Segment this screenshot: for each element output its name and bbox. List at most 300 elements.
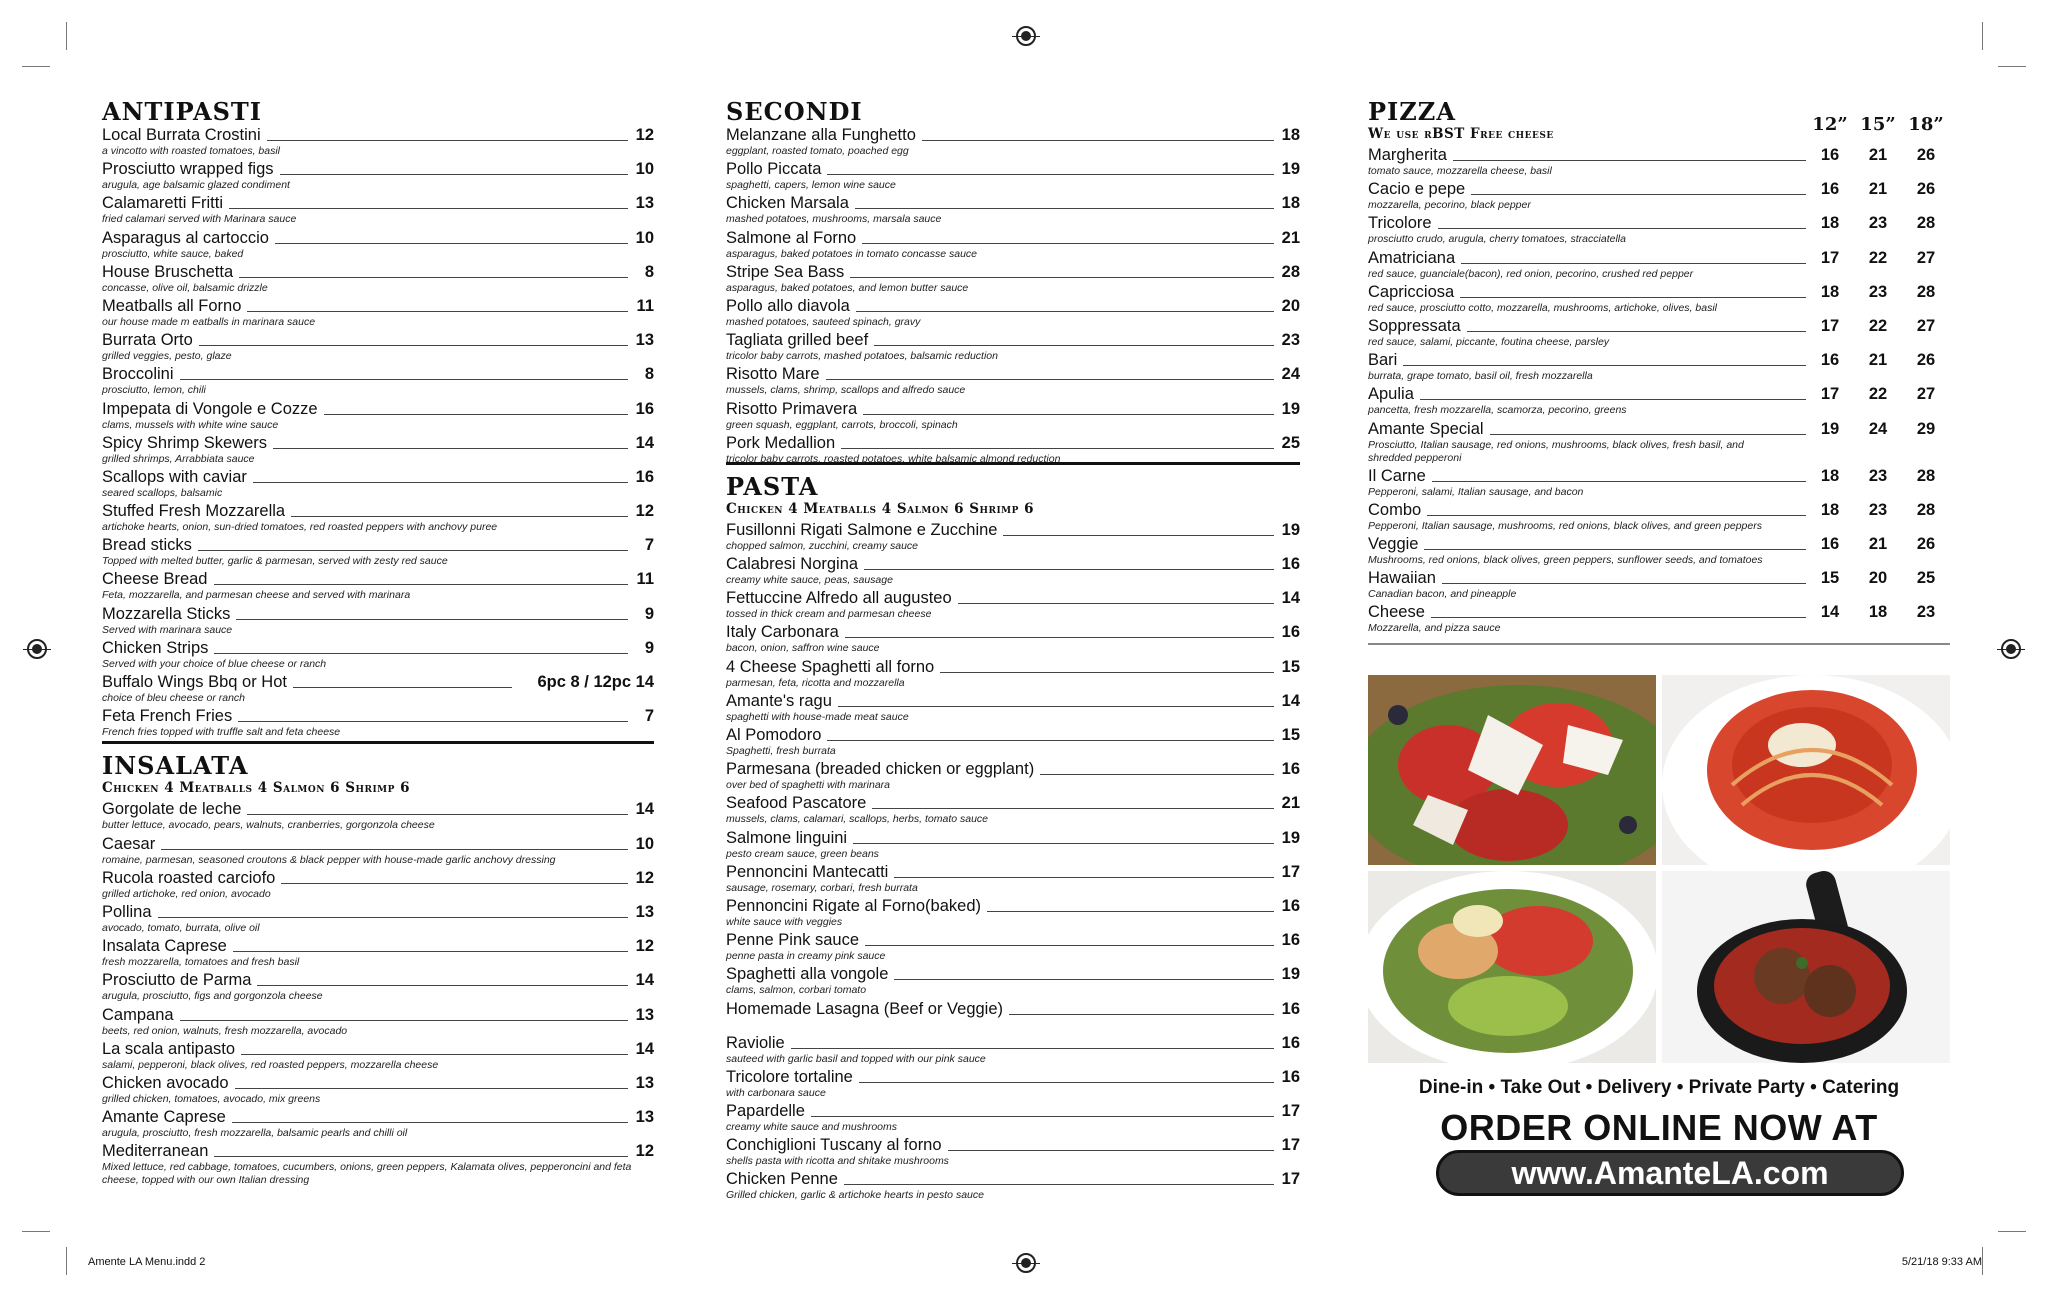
- dotted-leader: [229, 208, 628, 209]
- menu-item-description: white sauce with veggies: [726, 915, 843, 928]
- menu-item-description: romaine, parmesan, seasoned croutons & black pepper with house-made garlic anchovy dressing: [102, 853, 556, 866]
- pizza-item-name: Combo: [1368, 500, 1422, 519]
- menu-item-name: Chicken avocado: [102, 1073, 229, 1092]
- menu-item-description: fresh mozzarella, tomatoes and fresh basil: [102, 956, 300, 969]
- menu-item: [102, 1108, 654, 1142]
- menu-item: [726, 1136, 1300, 1170]
- menu-item-price: 19: [1281, 160, 1300, 179]
- antipasti-list: [102, 126, 654, 741]
- menu-item-price: 21: [1281, 228, 1300, 247]
- pizza-item-prices: [1806, 569, 1950, 588]
- dotted-leader: [850, 277, 1274, 278]
- menu-item-row: [726, 863, 1300, 882]
- menu-item-description: choice of bleu cheese or ranch: [102, 692, 246, 704]
- menu-item-price: 16: [1281, 555, 1300, 574]
- menu-item: [726, 931, 1300, 965]
- menu-item-description: chopped salmon, zucchini, creamy sauce: [726, 539, 919, 552]
- pizza-size-small: 12”: [1812, 114, 1848, 135]
- menu-item: [726, 263, 1300, 297]
- dotted-leader: [826, 379, 1274, 380]
- menu-item-description: prosciutto, white sauce, baked: [102, 247, 244, 260]
- dotted-leader: [958, 603, 1274, 604]
- menu-item-row: [726, 400, 1300, 419]
- pizza-price-15: 20: [1868, 569, 1888, 588]
- dotted-leader: [214, 653, 628, 654]
- dotted-leader: [845, 637, 1274, 638]
- menu-item-price: 19: [1281, 965, 1300, 984]
- dotted-leader: [1040, 774, 1274, 775]
- website-link[interactable]: www.AmanteLA.com: [1436, 1150, 1904, 1196]
- menu-item-name: Insalata Caprese: [102, 937, 227, 956]
- dotted-leader: [811, 1116, 1274, 1117]
- dotted-leader: [841, 448, 1274, 449]
- pizza-item-row: [1368, 535, 1950, 554]
- menu-item-name: Chicken Marsala: [726, 194, 849, 213]
- pizza-price-18: 28: [1916, 214, 1936, 233]
- dotted-leader: [1431, 617, 1806, 618]
- menu-item-row: [726, 726, 1300, 745]
- menu-item-name: Amante's ragu: [726, 691, 832, 710]
- dotted-leader: [257, 985, 628, 986]
- menu-item-price: 12: [635, 937, 654, 956]
- pizza-item-name: Amante Special: [1368, 419, 1484, 438]
- pizza-item-prices: [1806, 214, 1950, 233]
- menu-item-name: Salmone al Forno: [726, 228, 857, 247]
- menu-item-row: [726, 194, 1300, 213]
- menu-item-price: 17: [1281, 1102, 1300, 1121]
- services-tagline: Dine-in • Take Out • Delivery • Private Party • Catering: [1418, 1077, 1900, 1098]
- pizza-item: [1368, 317, 1950, 351]
- dotted-leader: [247, 311, 628, 312]
- menu-item-row: [102, 639, 654, 658]
- pizza-item-name: Capricciosa: [1368, 282, 1455, 301]
- menu-item-name: Calabresi Norgina: [726, 555, 859, 574]
- pizza-item: [1368, 146, 1950, 180]
- menu-item-row: [102, 707, 654, 726]
- menu-item-row: [726, 1000, 1300, 1019]
- menu-item-price: 8: [644, 262, 654, 281]
- menu-item-row: [726, 965, 1300, 984]
- menu-item-price: 12: [635, 1142, 654, 1161]
- menu-item-description: asparagus, baked potatoes, and lemon butter sauce: [726, 281, 969, 294]
- menu-item-description: bacon, onion, saffron wine sauce: [726, 642, 880, 655]
- pizza-price-12: 14: [1820, 603, 1840, 622]
- photo-chopped-salad: [1368, 871, 1656, 1063]
- pizza-item: [1368, 351, 1950, 385]
- menu-item-name: Fettuccine Alfredo all augusteo: [726, 589, 952, 608]
- menu-item: [102, 502, 654, 536]
- dotted-leader: [267, 140, 628, 141]
- footer-file-name: Amente LA Menu.indd 2: [88, 1256, 206, 1268]
- dotted-leader: [948, 1150, 1274, 1151]
- menu-item-price: 7: [644, 707, 654, 726]
- menu-item-name: Pollo allo diavola: [726, 296, 850, 315]
- menu-item-price: 18: [1281, 194, 1300, 213]
- pizza-price-12: 18: [1820, 500, 1840, 519]
- pizza-price-12: 18: [1820, 214, 1840, 233]
- section-divider: [102, 741, 654, 744]
- menu-item-row: [726, 1068, 1300, 1087]
- menu-item-price: 12: [635, 502, 654, 521]
- pizza-price-12: 16: [1820, 180, 1840, 199]
- menu-item-row: [102, 365, 654, 384]
- pizza-price-15: 23: [1868, 282, 1888, 301]
- pizza-price-15: 24: [1868, 419, 1888, 438]
- menu-item-name: Rucola roasted carciofo: [102, 868, 276, 887]
- pizza-item-row: [1368, 467, 1950, 486]
- menu-item-name: Meatballs all Forno: [102, 296, 242, 315]
- menu-item-row: [102, 400, 654, 419]
- dotted-leader: [199, 345, 628, 346]
- dotted-leader: [247, 814, 628, 815]
- pasta-list: [726, 521, 1300, 1205]
- pizza-item-description: red sauce, prosciutto cotto, mozzarella, mushrooms, artichoke, olives, basil: [1368, 301, 1717, 314]
- menu-item: [726, 400, 1300, 434]
- dotted-leader: [273, 448, 628, 449]
- menu-item-description: arugula, age balsamic glazed condiment: [102, 179, 290, 192]
- pizza-item: [1368, 180, 1950, 214]
- menu-item-row: [726, 331, 1300, 350]
- pizza-price-18: 28: [1916, 466, 1936, 485]
- menu-item-row: [102, 194, 654, 213]
- menu-item-price: 16: [1281, 623, 1300, 642]
- menu-item: [726, 521, 1300, 555]
- menu-item-description: clams, salmon, corbari tomato: [726, 984, 867, 997]
- menu-item-name: Prosciutto wrapped figs: [102, 160, 274, 179]
- pizza-item: [1368, 385, 1950, 419]
- menu-item-description: clams, mussels with white wine sauce: [102, 418, 279, 431]
- menu-item-price: 10: [635, 228, 654, 247]
- pizza-price-18: 28: [1916, 500, 1936, 519]
- pizza-item-description: Mozzarella, and pizza sauce: [1368, 622, 1501, 635]
- menu-item-row: [726, 263, 1300, 282]
- menu-item-description: grilled chicken, tomatoes, avocado, mix greens: [102, 1092, 321, 1105]
- menu-item: [102, 297, 654, 331]
- pizza-item-description: Prosciutto, Italian sausage, red onions, mushrooms, black olives, fresh basil, and shredded pepperoni: [1368, 438, 1744, 464]
- menu-item: [726, 1034, 1300, 1068]
- pizza-item-row: [1368, 180, 1950, 199]
- pizza-price-15: 23: [1868, 500, 1888, 519]
- dotted-leader: [232, 1122, 628, 1123]
- antipasti-title: ANTIPASTI: [102, 97, 262, 126]
- menu-item-description: tossed in thick cream and parmesan cheese: [726, 608, 932, 621]
- pizza-price-18: 26: [1916, 180, 1936, 199]
- registration-mark-icon: [1016, 26, 1036, 46]
- menu-item-description: arugula, prosciutto, figs and gorgonzola cheese: [102, 990, 323, 1003]
- menu-item-row: [102, 570, 654, 589]
- pizza-price-12: 15: [1820, 569, 1840, 588]
- footer-date: 5/21/18 9:33 AM: [1901, 1256, 1982, 1268]
- menu-item-name: Papardelle: [726, 1102, 805, 1121]
- menu-item-name: Cheese Bread: [102, 570, 208, 589]
- menu-item-row: [726, 931, 1300, 950]
- dotted-leader: [922, 140, 1274, 141]
- menu-item-description: Feta, mozzarella, and parmesan cheese and served with marinara: [102, 589, 411, 602]
- dotted-leader: [864, 569, 1274, 570]
- menu-item-row: [102, 903, 654, 922]
- menu-item: [102, 570, 654, 604]
- dotted-leader: [235, 1088, 628, 1089]
- menu-item-description: Served with your choice of blue cheese or ranch: [102, 657, 327, 670]
- pizza-price-12: 18: [1820, 282, 1840, 301]
- menu-item-row: [102, 800, 654, 819]
- menu-item-price: 16: [1281, 1067, 1300, 1086]
- menu-item-description: French fries topped with truffle salt and feta cheese: [102, 726, 341, 739]
- menu-item: [726, 897, 1300, 931]
- pizza-item-prices: [1806, 467, 1950, 486]
- menu-item-name: House Bruschetta: [102, 262, 234, 281]
- pizza-price-15: 21: [1868, 351, 1888, 370]
- menu-item-row: [726, 297, 1300, 316]
- menu-item-price: 8: [644, 365, 654, 384]
- menu-item-description: sausage, rosemary, corbari, fresh burrata: [726, 881, 918, 894]
- menu-item-description: a vincotto with roasted tomatoes, basil: [102, 145, 281, 157]
- menu-item: [726, 365, 1300, 399]
- dotted-leader: [180, 1020, 628, 1021]
- menu-item-name: Feta French Fries: [102, 707, 233, 726]
- pizza-item-name: Soppressata: [1368, 316, 1461, 335]
- pizza-list: [1368, 146, 1950, 637]
- menu-item-description: artichoke hearts, onion, sun-dried tomatoes, red roasted peppers with anchovy puree: [102, 521, 498, 534]
- menu-item-name: Scallops with caviar: [102, 467, 247, 486]
- pizza-size-large: 18”: [1908, 114, 1944, 135]
- pizza-item-prices: [1806, 603, 1950, 622]
- menu-item-name: Pennoncini Mantecatti: [726, 862, 889, 881]
- registration-mark-icon: [1016, 1253, 1036, 1273]
- menu-item-name: Tricolore tortaline: [726, 1067, 853, 1086]
- menu-item-description: shells pasta with ricotta and shitake mushrooms: [726, 1155, 949, 1168]
- pizza-item-description: mozzarella, pecorino, black pepper: [1368, 199, 1531, 212]
- menu-item-price: 17: [1281, 862, 1300, 881]
- dotted-leader: [1003, 535, 1274, 536]
- dotted-leader: [987, 911, 1274, 912]
- dotted-leader: [324, 414, 628, 415]
- menu-item-row: [102, 536, 654, 555]
- menu-item: [102, 194, 654, 228]
- pizza-price-12: 17: [1820, 316, 1840, 335]
- column-right: [1368, 98, 1950, 653]
- menu-item-name: Stuffed Fresh Mozzarella: [102, 502, 286, 521]
- menu-item-name: Raviolie: [726, 1033, 785, 1052]
- menu-item-row: [726, 794, 1300, 813]
- secondi-list: [726, 126, 1300, 468]
- dotted-leader: [894, 979, 1274, 980]
- menu-item-name: Local Burrata Crostini: [102, 126, 261, 144]
- menu-item-price: 14: [635, 800, 654, 819]
- menu-item-name: Prosciutto de Parma: [102, 971, 252, 990]
- menu-item-price: 23: [1281, 331, 1300, 350]
- menu-item-price: 19: [1281, 399, 1300, 418]
- dotted-leader: [1432, 481, 1806, 482]
- pizza-item: [1368, 283, 1950, 317]
- pizza-price-15: 22: [1868, 316, 1888, 335]
- menu-item-name: Impepata di Vongole e Cozze: [102, 399, 318, 418]
- menu-item-row: [102, 869, 654, 888]
- pizza-item-row: [1368, 214, 1950, 233]
- registration-mark-icon: [2001, 639, 2021, 659]
- pizza-price-12: 16: [1820, 146, 1840, 164]
- menu-item-price: 16: [635, 467, 654, 486]
- dotted-leader: [198, 550, 628, 551]
- menu-item-price: 17: [1281, 1170, 1300, 1189]
- menu-item: [102, 1006, 654, 1040]
- menu-item-row: [102, 468, 654, 487]
- menu-item: [102, 800, 654, 834]
- menu-item-row: [102, 502, 654, 521]
- menu-item-description: concasse, olive oil, balsamic drizzle: [102, 281, 268, 294]
- pizza-item-prices: [1806, 351, 1950, 370]
- menu-item-name: Salmone linguini: [726, 828, 848, 847]
- menu-item: [102, 971, 654, 1005]
- dotted-leader: [214, 584, 629, 585]
- pizza-price-12: 17: [1820, 385, 1840, 404]
- secondi-title: SECONDI: [726, 97, 863, 126]
- menu-item-description: arugula, prosciutto, fresh mozzarella, balsamic pearls and chilli oil: [102, 1127, 408, 1140]
- menu-item-price: 16: [1281, 760, 1300, 779]
- menu-item: [726, 623, 1300, 657]
- menu-item-price: 16: [1281, 931, 1300, 950]
- dotted-leader: [856, 311, 1274, 312]
- menu-item-price: 28: [1281, 262, 1300, 281]
- menu-item-price: 16: [635, 399, 654, 418]
- menu-item-price: 14: [1281, 691, 1300, 710]
- insalata-list: [102, 800, 654, 1189]
- menu-item-description: penne pasta in creamy pink sauce: [726, 950, 886, 963]
- dotted-leader: [1471, 194, 1806, 195]
- menu-item-price: 15: [1281, 726, 1300, 744]
- menu-item: [102, 126, 654, 160]
- pizza-item-description: Pepperoni, salami, Italian sausage, and bacon: [1368, 485, 1584, 498]
- menu-item-name: Chicken Penne: [726, 1170, 838, 1189]
- dotted-leader: [158, 917, 628, 918]
- menu-item: [726, 965, 1300, 999]
- menu-item-name: Risotto Mare: [726, 365, 820, 384]
- menu-item-description: beets, red onion, walnuts, fresh mozzarella, avocado: [102, 1024, 348, 1037]
- pizza-item-row: [1368, 501, 1950, 520]
- menu-item-price: 19: [1281, 828, 1300, 847]
- menu-item-name: Fusillonni Rigati Salmone e Zucchine: [726, 520, 998, 539]
- crop-mark: [1982, 1247, 1983, 1275]
- pizza-title: PIZZA: [1368, 97, 1456, 126]
- menu-item-row: [102, 331, 654, 350]
- menu-item-price: 7: [644, 536, 654, 555]
- dotted-leader: [1490, 434, 1806, 435]
- dotted-leader: [280, 174, 628, 175]
- dotted-leader: [872, 808, 1274, 809]
- menu-item-price: 11: [636, 570, 654, 589]
- dotted-leader: [865, 945, 1274, 946]
- menu-item: [726, 1102, 1300, 1136]
- menu-item-name: Spicy Shrimp Skewers: [102, 433, 268, 452]
- menu-item-name: La scala antipasto: [102, 1039, 236, 1058]
- menu-item-description: prosciutto, lemon, chili: [102, 384, 206, 397]
- order-online-heading: ORDER ONLINE NOW AT: [1440, 1107, 1878, 1148]
- menu-item-name: Campana: [102, 1005, 174, 1024]
- menu-item: [726, 434, 1300, 468]
- food-photo-grid: [1368, 675, 1950, 1063]
- menu-item-row: [102, 971, 654, 990]
- pizza-item: [1368, 569, 1950, 603]
- pizza-item-prices: [1806, 146, 1950, 165]
- menu-item-row: [726, 1102, 1300, 1121]
- pizza-item-prices: [1806, 535, 1950, 554]
- menu-item: [102, 1074, 654, 1108]
- menu-item-row: [726, 160, 1300, 179]
- dotted-leader: [293, 687, 512, 688]
- pizza-item-name: Bari: [1368, 351, 1398, 370]
- menu-item-price: 12: [635, 868, 654, 887]
- pizza-price-12: 19: [1820, 419, 1840, 438]
- dotted-leader: [1420, 399, 1806, 400]
- menu-item: [726, 863, 1300, 897]
- menu-item: [102, 639, 654, 673]
- pizza-item-description: red sauce, guanciale(bacon), red onion, pecorino, crushed red pepper: [1368, 267, 1694, 280]
- menu-item-price: 16: [1281, 999, 1300, 1018]
- dotted-leader: [1427, 515, 1806, 516]
- dotted-leader: [281, 883, 628, 884]
- pizza-price-15: 22: [1868, 248, 1888, 267]
- menu-item-row: [726, 623, 1300, 642]
- column-left: [102, 98, 654, 1189]
- menu-item: [726, 658, 1300, 692]
- menu-item-row: [102, 160, 654, 179]
- pizza-item: [1368, 249, 1950, 283]
- menu-item-description: Spaghetti, fresh burrata: [726, 745, 836, 757]
- menu-item-row: [726, 365, 1300, 384]
- menu-item-description: mashed potatoes, mushrooms, marsala sauce: [726, 213, 942, 226]
- pizza-item-row: [1368, 603, 1950, 622]
- menu-item-description: salami, pepperoni, black olives, red roasted peppers, mozzarella cheese: [102, 1058, 439, 1071]
- menu-item-name: Mediterranean: [102, 1142, 209, 1161]
- menu-item-row: [726, 434, 1300, 453]
- dotted-leader: [859, 1082, 1274, 1083]
- menu-item-price: 14: [635, 433, 654, 452]
- menu-item-price: 13: [635, 194, 654, 213]
- menu-item: [726, 555, 1300, 589]
- menu-item-row: [726, 829, 1300, 848]
- menu-item-price: 14: [635, 1039, 654, 1058]
- menu-item-description: pesto cream sauce, green beans: [726, 847, 879, 860]
- pizza-item-name: Veggie: [1368, 534, 1419, 553]
- pasta-subtitle: Chicken 4 Meatballs 4 Salmon 6 Shrimp 6: [726, 500, 1035, 517]
- menu-item-row: [726, 760, 1300, 779]
- pizza-item-description: prosciutto crudo, arugula, cherry tomatoes, stracciatella: [1368, 233, 1626, 246]
- pizza-item-row: [1368, 317, 1950, 336]
- menu-item-name: Calamaretti Fritti: [102, 194, 224, 213]
- dotted-leader: [1467, 331, 1806, 332]
- pizza-item-prices: [1806, 249, 1950, 268]
- menu-item-name: Tagliata grilled beef: [726, 331, 869, 350]
- menu-item-description: Grilled chicken, garlic & artichoke hearts in pesto sauce: [726, 1189, 984, 1202]
- pizza-price-12: 18: [1820, 466, 1840, 485]
- menu-item-price: 25: [1281, 433, 1300, 452]
- photo-spaghetti: [1662, 675, 1950, 865]
- dotted-leader: [275, 243, 628, 244]
- dotted-leader: [863, 414, 1274, 415]
- menu-item-price: 14: [635, 971, 654, 990]
- menu-item-description: over bed of spaghetti with marinara: [726, 779, 891, 792]
- menu-item: [726, 1068, 1300, 1102]
- pizza-item-row: [1368, 569, 1950, 588]
- menu-item-row: [102, 1108, 654, 1127]
- pizza-item-name: Cheese: [1368, 603, 1425, 622]
- menu-item-name: 4 Cheese Spaghetti all forno: [726, 657, 935, 676]
- photo-caprese-salad: [1368, 675, 1656, 865]
- crop-mark: [66, 1247, 67, 1275]
- menu-item-name: Homemade Lasagna (Beef or Veggie): [726, 999, 1004, 1018]
- menu-item: [102, 331, 654, 365]
- dotted-leader: [241, 1054, 628, 1055]
